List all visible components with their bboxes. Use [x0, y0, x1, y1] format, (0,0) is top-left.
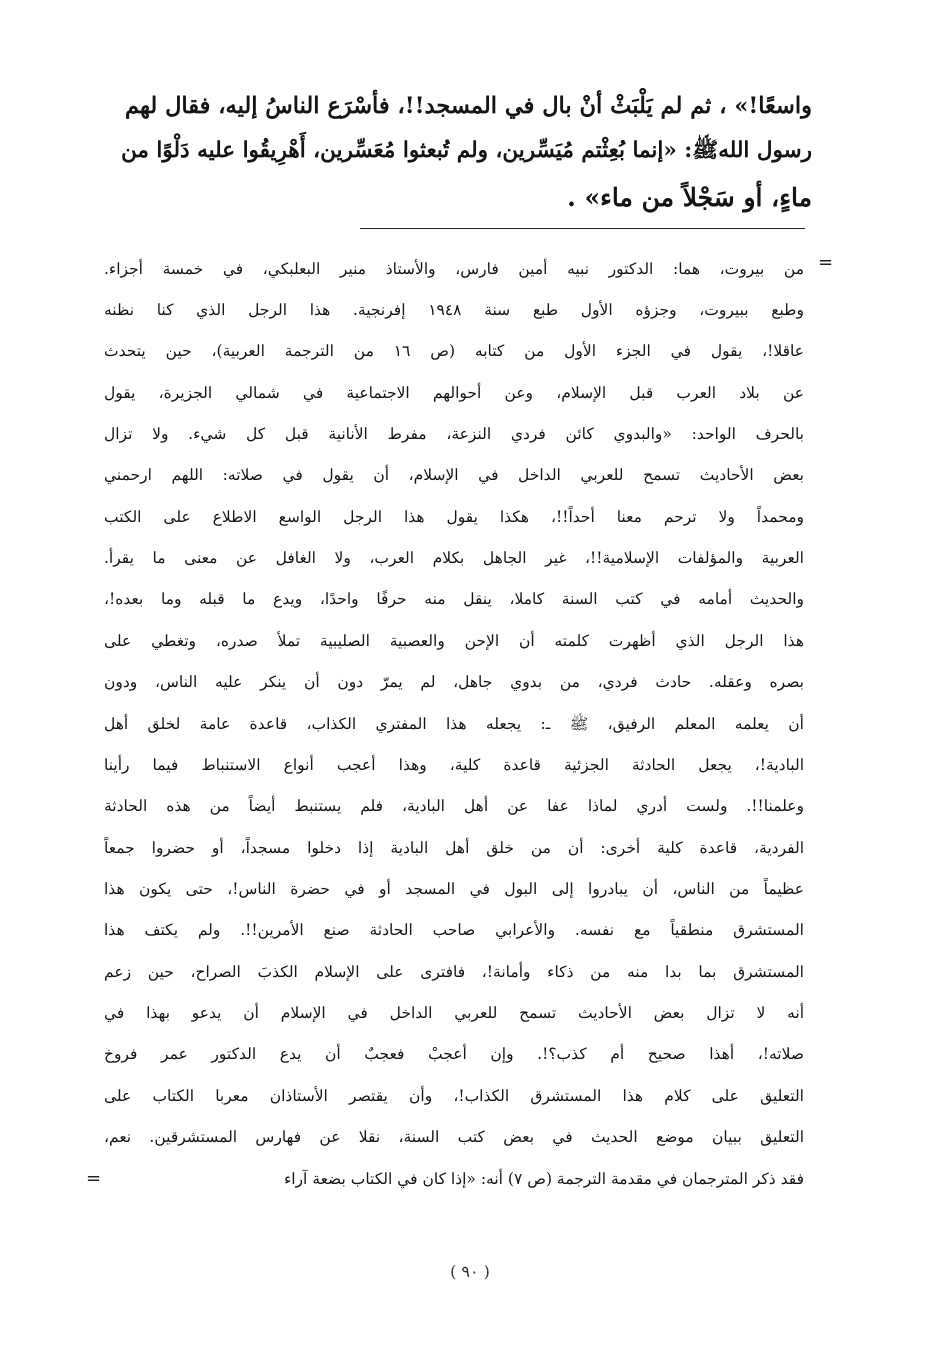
footnote-line: الفردية، قاعدة كلية أخرى: أن من خلق أهل البادية إذا دخلوا مسجداً، أو حضروا جمعاً	[104, 839, 804, 857]
footnote-line: فقد ذكر المترجمان في مقدمة الترجمة (ص ٧) أنه: «إذا كان في الكتاب بضعة آراء	[283, 1170, 804, 1188]
page-number: ( ٩٠ )	[450, 1262, 490, 1281]
footnote-line: صلاته!، أهذا صحيح أم كذب؟!. وإن أعجبْ فعجبٌ أن يدع الدكتور عمر فروخ	[104, 1045, 804, 1063]
footnote-line: بالحرف الواحد: «والبدوي كائن فردي النزعة، مفرط الأنانية قبل كل شيء. ولا تزال	[104, 425, 804, 443]
footnote-line: أن يعلمه المعلم الرفيق، ﷺ ـ: يجعله هذا المفتري الكذاب، قاعدة عامة لخلق أهل	[104, 715, 804, 733]
footnote-line: البادية!، يجعل الحادثة الجزئية قاعدة كلية، وهذا أعجب أنواع الاستنباط فيما رأينا	[104, 756, 804, 774]
main-text-line: ماءٍ، أو سَجْلاً من ماء» .	[567, 183, 812, 212]
main-text-line: واسعًا!» ، ثم لم يَلْبَثْ أنْ بال في المسجد!!، فأسْرَع الناسُ إليه، فقال لهم	[125, 93, 812, 119]
footnote-line: وعلمنا!!. ولست أدري لماذا عفا عن أهل البادية، فلم يستنبط أيضاً من هذه الحادثة	[104, 797, 804, 815]
main-text-line: رسول اللهﷺ: «إنما بُعِثْتم مُيَسِّرين، ولم تُبعثوا مُعَسِّرين، أَهْرِيقُوا عليه دَلْوًا من	[121, 138, 812, 163]
footnote-continued-marker: =	[818, 252, 834, 273]
footnote-line: المستشرق منطقياً مع نفسه. والأعرابي صاحب الحادثة صنع الأمرين!!. ولم يكتف هذا	[104, 921, 804, 939]
footnote-line: التعليق ببيان موضع الحديث في بعض كتب السنة، نقلا عن فهارس المستشرقين. نعم،	[104, 1128, 804, 1146]
footnote-line: التعليق على كلام هذا المستشرق الكذاب!، وأن يقتصر الأستاذان معربا الكتاب على	[104, 1087, 804, 1105]
footnote-line: المستشرق بما بدا منه من ذكاء وأمانة!، فافترى على الإسلام الكذبَ الصراح، حين زعم	[104, 963, 804, 981]
footnote-line: عاقلا!، يقول في الجزء الأول من كتابه (ص ١٦ من الترجمة العربية)، حين يتحدث	[104, 342, 804, 360]
footnote-line: هذا الرجل الذي أظهرت كلمته أن الإحن والعصبية الصليبية تملأ صدره، وتغطي على	[104, 632, 804, 650]
footnote-line: العربية والمؤلفات الإسلامية!!، غير الجاهل بكلام العرب، ولا الغافل عن معنى ما يقرأ.	[104, 549, 804, 567]
footnote-line: ومحمداً ولا ترحم معنا أحداً!!، هكذا يقول هذا الرجل الواسع الاطلاع على الكتب	[104, 508, 804, 526]
footnote-line: وطبع ببيروت، وجزؤه الأول طبع سنة ١٩٤٨ إفرنجية. هذا الرجل الذي كنا نظنه	[104, 301, 804, 319]
footnote-line: بعض الأحاديث تسمح للعربي الداخل في الإسلام، أن يقول في صلاته: اللهم ارحمني	[104, 466, 804, 484]
footnote-line: عن بلاد العرب قبل الإسلام، وعن أحوالهم الاجتماعية في شمالي الجزيرة، يقول	[104, 384, 804, 402]
footnote-line: عظيماً من الناس، أن يبادروا إلى البول في المسجد أو في حضرة الناس!، حتى يكون هذا	[104, 880, 804, 898]
footnote-line: من بيروت، هما: الدكتور نبيه أمين فارس، والأستاذ منير البعلبكي، في خمسة أجزاء.	[104, 260, 804, 278]
footnote-continues-marker: =	[86, 1168, 102, 1189]
footnote-line: أنه لا تزال بعض الأحاديث تسمح للعربي الداخل في الإسلام أن يدعو بهذا في	[104, 1004, 804, 1022]
footnote-separator	[360, 228, 805, 229]
footnote-line: بصره وعقله. حادث فردي، من بدوي جاهل، لم يمرّ دون أن ينكر عليه الناس، ودون	[104, 673, 804, 691]
footnote-line: والحديث أمامه في كتب السنة كاملا، ينقل منه حرفًا واحدًا، ويدع ما قبله وما بعده!،	[104, 590, 804, 608]
